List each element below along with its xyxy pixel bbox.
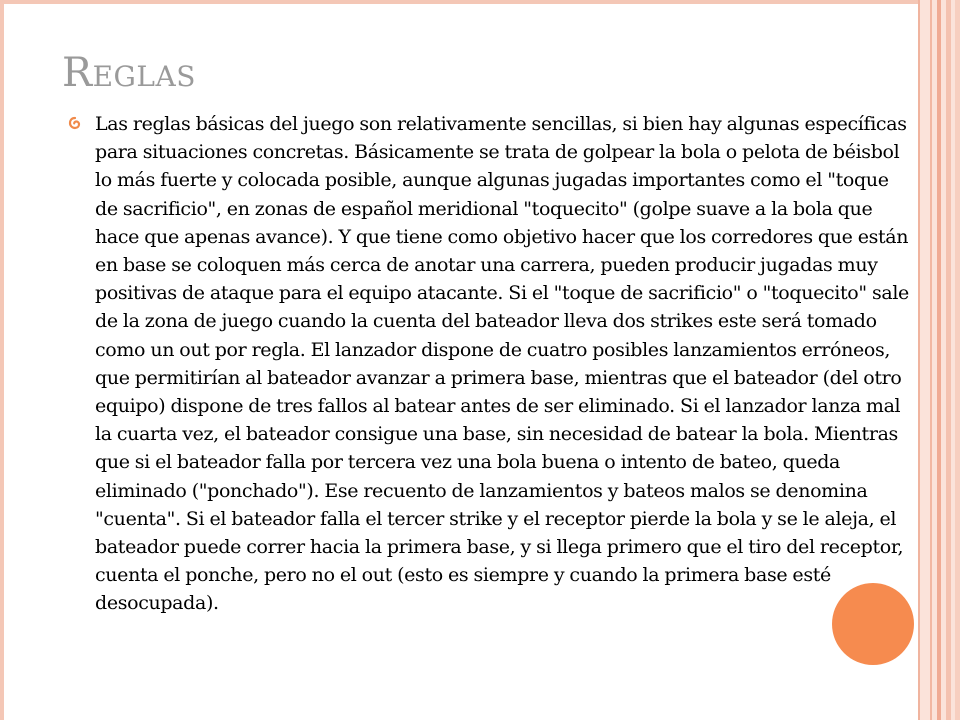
curled-bullet-icon: [68, 116, 86, 132]
decorative-stripe: [955, 0, 960, 720]
decorative-stripe: [930, 0, 932, 720]
slide-title: Reglas: [62, 50, 196, 96]
body-paragraph: Las reglas básicas del juego son relativamente sencillas, si bien hay algunas específicas para situaciones concretas. Básicamente se trata de golpear la bola o pelota de béisbol lo más fuerte y colocada posible, aunque algunas jugadas importantes como el "toque de sacrificio", en zonas de español meridional "toquecito" (golpe suave a la bola que hace que apenas avance). Y que tiene como objetivo hacer que los corredores que están en base se coloquen más cerca de anotar una carrera, pueden producir jugadas muy positivas de ataque para el equipo atacante. Si el "toque de sacrificio" o "toquecito" sale de la zona de juego cuando la cuenta del bateador lleva dos strikes este será tomado como un out por regla. El lanzador dispone de cuatro posibles lanzamientos erróneos, que permitirían al bateador avanzar a primera base, mientras que el bateador (del otro equipo) dispone de tres fallos al batear antes de ser eliminado. Si el lanzador lanza mal la cuarta vez, el bateador consigue una base, sin necesidad de batear la bola. Mientras que si el bateador falla por tercera vez una bola buena o intento de bateo, queda eliminado ("ponchado"). Ese recuento de lanzamientos y bateos malos se denomina "cuenta". Si el bateador falla el tercer strike y el receptor pierde la bola y se le aleja, el bateador puede correr hacia la primera base, y si llega primero que el tiro del receptor, cuenta el ponche, pero no el out (esto es siempre y cuando la primera base esté desocupada).: [95, 113, 909, 615]
decorative-stripe: [946, 0, 951, 720]
slide-content: [68, 110, 913, 618]
decorative-stripe: [937, 0, 941, 720]
slide-frame-left: [0, 0, 4, 720]
slide-frame-top: [0, 0, 920, 4]
orange-circle-decoration: [832, 583, 914, 665]
